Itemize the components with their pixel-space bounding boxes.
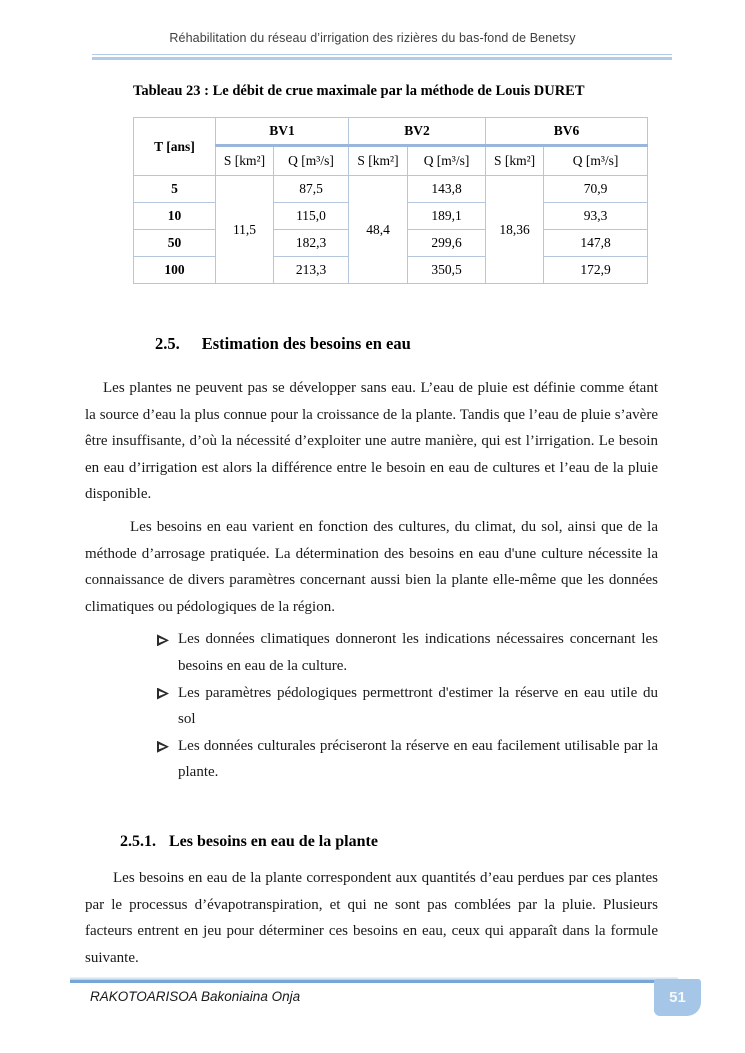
- footer-rule: [70, 977, 678, 983]
- s-header: S [km²]: [216, 146, 274, 176]
- q-header: Q [m³/s]: [274, 146, 349, 176]
- q-cell: 93,3: [544, 203, 648, 230]
- list-item-text: Les données culturales préciseront la réserve en eau facilement utilisable par la plante.: [178, 737, 658, 781]
- section-title: Estimation des besoins en eau: [201, 334, 411, 353]
- q-cell: 350,5: [408, 257, 486, 284]
- q-header: Q [m³/s]: [544, 146, 648, 176]
- q-cell: 213,3: [274, 257, 349, 284]
- s-value-bv2: 48,4: [349, 176, 408, 284]
- group-header-bv1: BV1: [216, 118, 349, 146]
- page-number-badge: 51: [654, 979, 701, 1016]
- subsection-title: Les besoins en eau de la plante: [169, 832, 378, 850]
- q-header: Q [m³/s]: [408, 146, 486, 176]
- t-cell: 100: [134, 257, 216, 284]
- section-number: 2.5.: [155, 334, 180, 353]
- t-cell: 5: [134, 176, 216, 203]
- table-header-row-groups: [134, 118, 648, 146]
- q-cell: 299,6: [408, 230, 486, 257]
- footer-author: RAKOTOARISOA Bakoniaina Onja: [90, 989, 301, 1004]
- s-value-bv6: 18,36: [486, 176, 544, 284]
- list-item-text: Les paramètres pédologiques permettront d'estimer la réserve en eau utile du sol: [178, 684, 658, 728]
- flood-flow-table: [133, 117, 648, 284]
- q-cell: 115,0: [274, 203, 349, 230]
- t-cell: 50: [134, 230, 216, 257]
- q-cell: 147,8: [544, 230, 648, 257]
- bullet-list: [157, 626, 658, 786]
- subsection-number: 2.5.1.: [120, 832, 156, 850]
- list-item: [157, 680, 658, 733]
- running-header: Réhabilitation du réseau d’irrigation des rizières du bas-fond de Benetsy: [169, 31, 576, 45]
- s-value-bv1: 11,5: [216, 176, 274, 284]
- header-rule: [92, 54, 672, 60]
- paragraph: Les besoins en eau de la plante correspondent aux quantités d’eau perdues par ces plantes par le processus d’évapotranspiration, et qui ne sont pas comblées par la pluie. Plusieurs facteurs entrent en jeu pour déterminer ces besoins en eau, ceux qui apparaît dans la formule suivante.: [85, 869, 658, 966]
- t-cell: 10: [134, 203, 216, 230]
- q-cell: 182,3: [274, 230, 349, 257]
- q-cell: 70,9: [544, 176, 648, 203]
- q-cell: 143,8: [408, 176, 486, 203]
- list-item: [157, 626, 658, 679]
- group-header-bv2: BV2: [349, 118, 486, 146]
- table-row: [134, 176, 648, 203]
- group-header-bv6: BV6: [486, 118, 648, 146]
- s-header: S [km²]: [486, 146, 544, 176]
- paragraph: Les besoins en eau varient en fonction des cultures, du climat, du sol, ainsi que de la méthode d’arrosage pratiquée. La détermination des besoins en eau d'une culture nécessite la connaissance de divers paramètres concernant aussi bien la plante elle-même que les données climatiques ou pédologiques de la région.: [85, 518, 658, 615]
- corner-cell: T [ans]: [134, 118, 216, 176]
- table-caption: Tableau 23 : Le débit de crue maximale par la méthode de Louis DURET: [133, 83, 585, 99]
- q-cell: 87,5: [274, 176, 349, 203]
- s-header: S [km²]: [349, 146, 408, 176]
- arrow-bullet-icon: [157, 634, 169, 646]
- arrow-bullet-icon: [157, 741, 169, 753]
- subsection-heading: [120, 833, 745, 851]
- list-item-text: Les données climatiques donneront les indications nécessaires concernant les besoins en eau de la culture.: [178, 631, 658, 674]
- q-cell: 172,9: [544, 257, 648, 284]
- section-heading: [155, 334, 745, 354]
- arrow-bullet-icon: [157, 688, 169, 700]
- paragraph: Les plantes ne peuvent pas se développer sans eau. L’eau de pluie est définie comme étant la source d’eau la plus connue pour la croissance de la plante. Tandis que l’eau de pluie s’avère être insuffisante, d’où la nécessité d’exploiter une autre manière, qui est l’irrigation. Le besoin en eau d’irrigation est alors la différence entre le besoin en eau de cultures et l’eau de la pluie disponible.: [85, 380, 658, 503]
- list-item: [157, 733, 658, 786]
- q-cell: 189,1: [408, 203, 486, 230]
